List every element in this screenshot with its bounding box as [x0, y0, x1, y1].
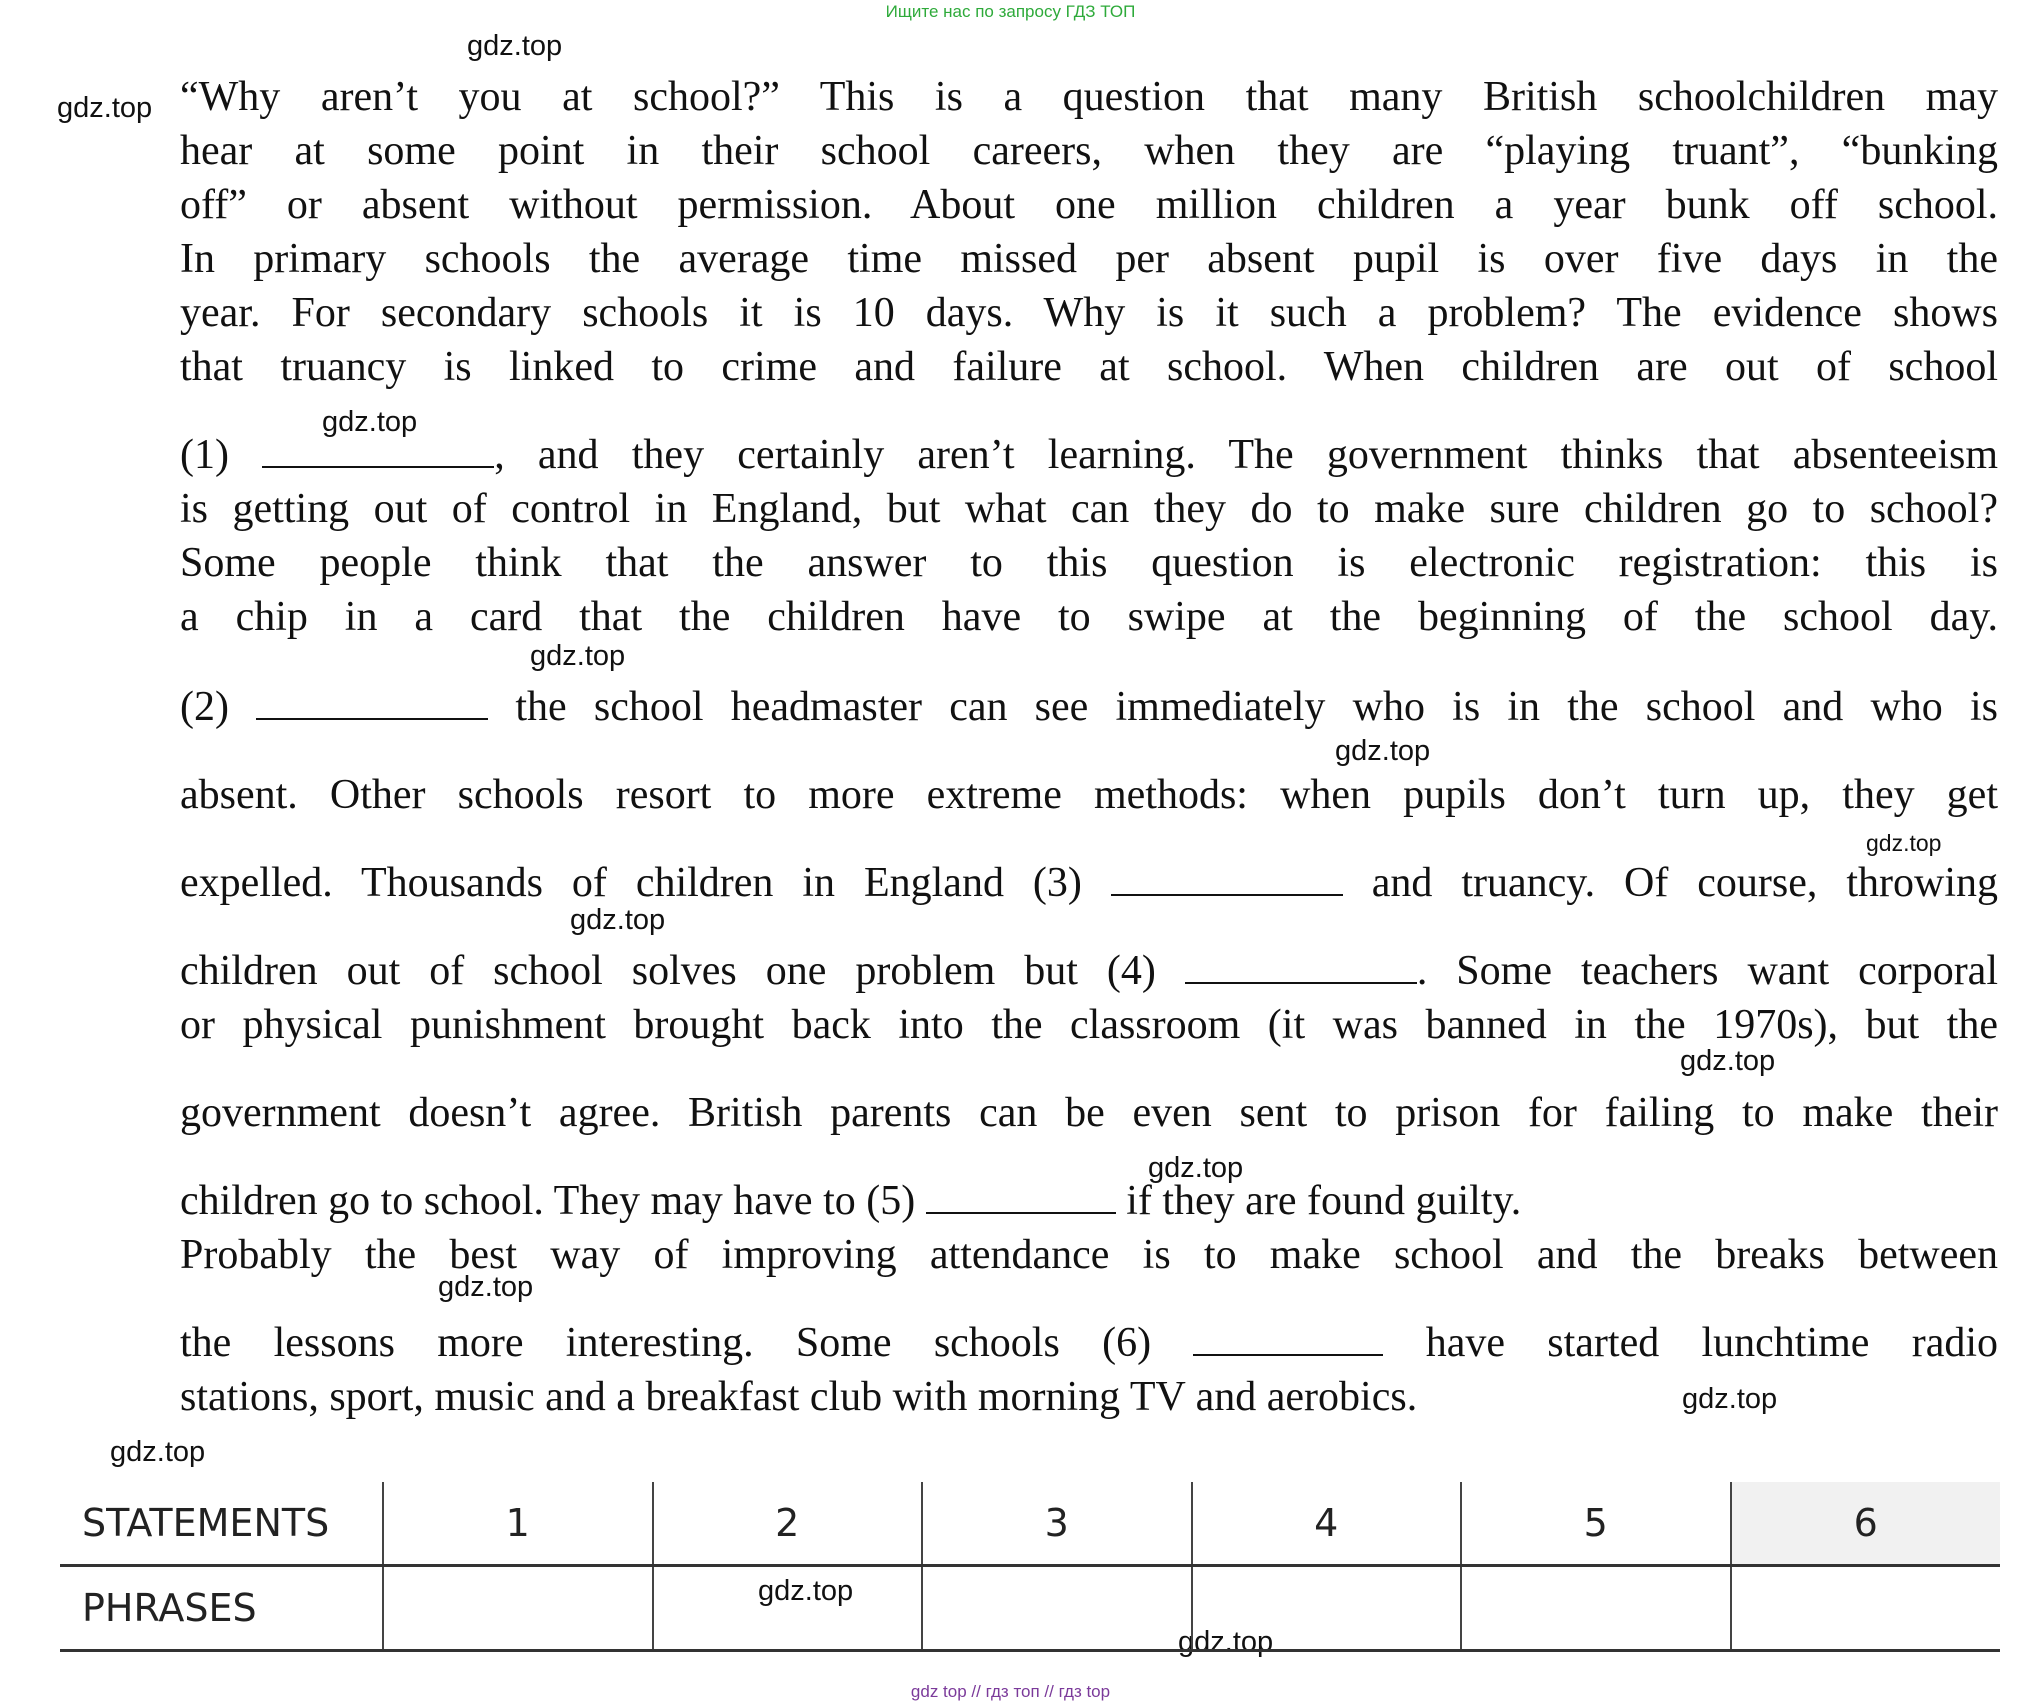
watermark: gdz.top — [438, 1271, 534, 1303]
watermark: gdz.top — [570, 904, 666, 936]
text-line: off” or absent without permission. About one million children a year bunk off school. — [180, 182, 1998, 228]
answer-blank-1[interactable] — [262, 440, 494, 468]
text-line-gap-2 — [180, 682, 1998, 732]
text-line-gap-1 — [180, 430, 1998, 480]
gap-number: (2) — [180, 684, 229, 730]
watermark: gdz.top — [467, 30, 563, 62]
text-line: Probably the best way of improving attendance is to make school and the breaks between — [180, 1232, 1998, 1278]
watermark: gdz.top — [1682, 1383, 1778, 1415]
watermark: gdz.top — [1680, 1045, 1776, 1077]
watermark: gdz.top — [758, 1575, 854, 1607]
text-fragment: the school headmaster can see immediately who is in the school and who is — [515, 684, 1998, 730]
statement-number: 1 — [383, 1482, 653, 1566]
answer-blank-4[interactable] — [1185, 956, 1417, 984]
text-line: that truancy is linked to crime and failure at school. When children are out of school — [180, 344, 1998, 390]
text-line: absent. Other schools resort to more extreme methods: when pupils don’t turn up, they get — [180, 772, 1998, 818]
text-line: a chip in a card that the children have to swipe at the beginning of the school day. — [180, 594, 1998, 640]
text-fragment: have started lunchtime radio — [1425, 1320, 1999, 1366]
top-banner[interactable]: Ищите нас по запросу ГДЗ ТОП — [885, 2, 1136, 21]
text-fragment: children go to school. They may have to (5) — [180, 1178, 916, 1224]
text-line-gap-5 — [180, 1176, 1998, 1226]
answer-blank-3[interactable] — [1111, 868, 1343, 896]
phrase-answer-cell[interactable] — [1731, 1566, 2001, 1651]
statement-number: 2 — [653, 1482, 923, 1566]
text-fragment: the lessons more interesting. Some schools (6) — [180, 1320, 1152, 1366]
text-fragment: , and they certainly aren’t learning. The government thinks that absenteeism — [494, 432, 1999, 478]
watermark: gdz.top — [322, 406, 418, 438]
text-fragment: children out of school solves one problem but (4) — [180, 948, 1156, 994]
watermark: gdz.top — [1335, 735, 1431, 767]
watermark: gdz.top — [57, 92, 153, 124]
text-line: government doesn’t agree. British parents can be even sent to prison for failing to make their — [180, 1090, 1998, 1136]
text-line: year. For secondary schools it is 10 days. Why is it such a problem? The evidence shows — [180, 290, 1998, 336]
text-fragment: . Some teachers want corporal — [1416, 948, 1998, 994]
watermark: gdz.top — [1178, 1626, 1274, 1658]
phrase-answer-cell[interactable] — [383, 1566, 653, 1651]
footer-links[interactable]: gdz top // гдз топ // гдз top — [910, 1682, 1111, 1701]
statement-number: 3 — [922, 1482, 1192, 1566]
answer-blank-6[interactable] — [1193, 1328, 1383, 1356]
text-line: stations, sport, music and a breakfast club with morning TV and aerobics. — [180, 1374, 1418, 1420]
watermark: gdz.top — [530, 640, 626, 672]
phrase-answer-cell[interactable] — [1461, 1566, 1731, 1651]
watermark: gdz.top — [1148, 1152, 1244, 1184]
phrases-label: PHRASES — [60, 1566, 383, 1651]
text-line: In primary schools the average time missed per absent pupil is over five days in the — [180, 236, 1998, 282]
text-line: or physical punishment brought back into the classroom (it was banned in the 1970s), but the — [180, 1002, 1998, 1048]
gap-number: (1) — [180, 432, 229, 478]
answer-table — [60, 1482, 2000, 1652]
phrases-row — [60, 1566, 2000, 1651]
text-line: Some people think that the answer to this question is electronic registration: this is — [180, 540, 1998, 586]
statement-number: 5 — [1461, 1482, 1731, 1566]
text-fragment: if they are found guilty. — [1126, 1178, 1522, 1224]
text-line: is getting out of control in England, but what can they do to make sure children go to school? — [180, 486, 1998, 532]
text-fragment: and truancy. Of course, throwing — [1371, 860, 1999, 906]
phrase-answer-cell[interactable] — [1192, 1566, 1462, 1651]
watermark: gdz.top — [110, 1436, 206, 1468]
statement-number: 4 — [1192, 1482, 1462, 1566]
text-fragment: expelled. Thousands of children in England (3) — [180, 860, 1082, 906]
statement-number: 6 — [1731, 1482, 2001, 1566]
answer-blank-5[interactable] — [926, 1186, 1116, 1214]
text-line-gap-6 — [180, 1318, 1998, 1368]
text-line-gap-3 — [180, 858, 1998, 908]
text-line: hear at some point in their school careers, when they are “playing truant”, “bunking — [180, 128, 1998, 174]
phrase-answer-cell[interactable] — [922, 1566, 1192, 1651]
statements-row — [60, 1482, 2000, 1566]
text-line: “Why aren’t you at school?” This is a question that many British schoolchildren may — [180, 74, 1998, 120]
text-line-gap-4 — [180, 946, 1998, 996]
answer-blank-2[interactable] — [256, 692, 488, 720]
statements-label: STATEMENTS — [60, 1482, 383, 1566]
phrase-answer-cell[interactable] — [653, 1566, 923, 1651]
watermark: gdz.top — [1866, 830, 1942, 856]
